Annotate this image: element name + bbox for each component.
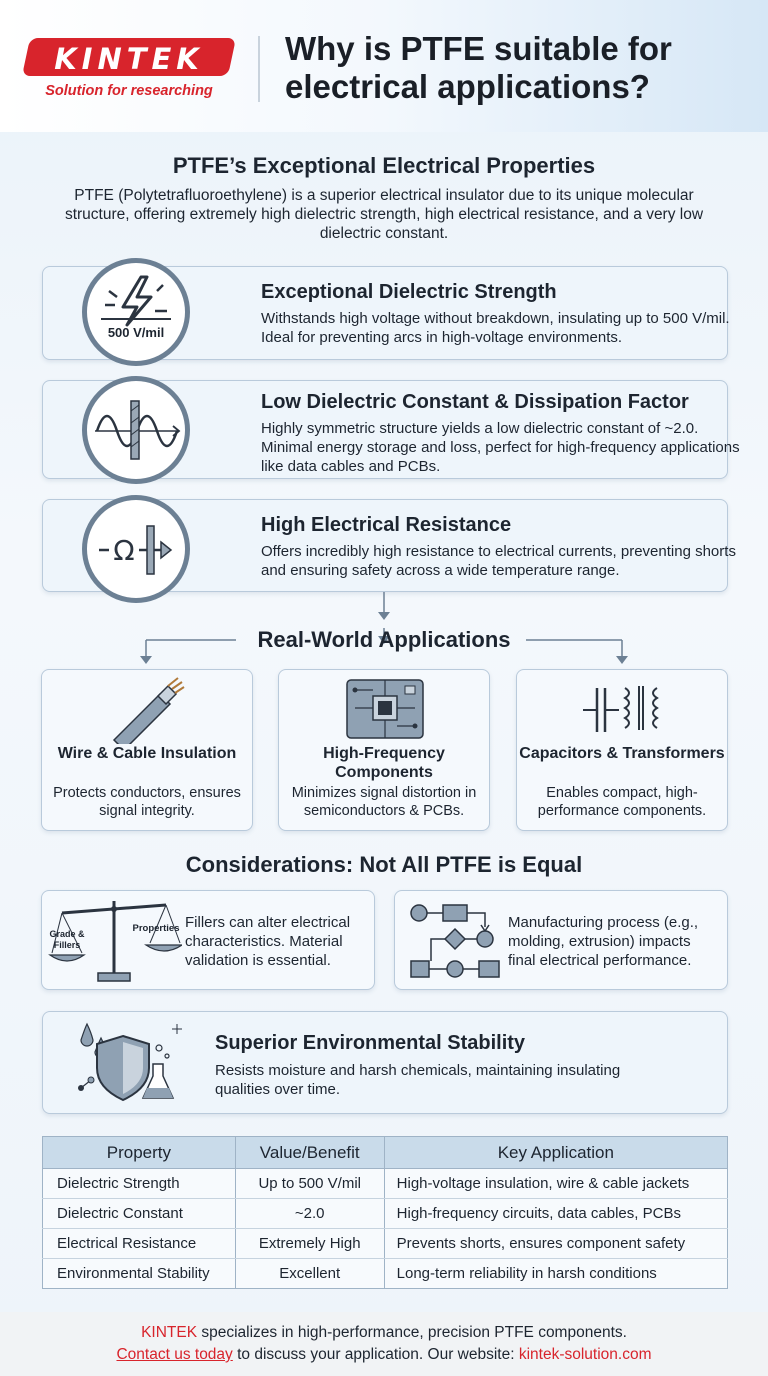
capacitor-transformer-icon [581,680,665,740]
property-desc: Withstands high voltage without breakdown, insulating up to 500 V/mil. Ideal for preventing arcs in high-voltage environments. [261,310,730,346]
table-cell: High-voltage insulation, wire & cable jackets [384,1169,727,1199]
scale-label-left: Grade & Fillers [49,929,85,950]
property-desc: Highly symmetric structure yields a low dielectric constant of ~2.0. Minimal energy storage and loss, perfect for high-frequency applications like data cables and PCBs. [261,420,740,475]
table-header-row [43,1137,728,1169]
app-desc: Protects conductors, ensures signal integrity. [53,785,241,819]
app-card-wire-cable [41,669,253,831]
intro-text: PTFE (Polytetrafluoroethylene) is a superior electrical insulator due to its unique molecular structure, offering extremely high dielectric strength, high electrical resistance, and a very low dielectric constant. [64,187,704,242]
table-header-property: Property [43,1137,236,1169]
table-cell: Electrical Resistance [43,1229,236,1259]
table-cell: ~2.0 [235,1199,384,1229]
website-link[interactable]: kintek-solution.com [518,1346,652,1363]
footer-text: to discuss your application. Our website: [232,1346,519,1363]
app-desc: Minimizes signal distortion in semiconductors & PCBs. [291,785,477,819]
flowchart-icon [409,899,505,983]
kintek-logo[interactable] [22,38,236,102]
stability-desc: Resists moisture and harsh chemicals, maintaining insulating qualities over time. [215,1062,621,1098]
sine-wave-icon [82,376,190,484]
property-title: Exceptional Dielectric Strength [261,281,557,303]
table-cell: Up to 500 V/mil [235,1169,384,1199]
table-row [43,1169,728,1199]
balance-scale-icon [46,893,182,987]
page-title: Why is PTFE suitable for electrical applications? [285,30,672,105]
table-cell: Prevents shorts, ensures component safety [384,1229,727,1259]
stability-title: Superior Environmental Stability [215,1032,526,1054]
ohm-symbol: Ω [113,534,135,567]
lightning-bolt-icon [82,258,190,366]
ohm-icon [82,495,190,603]
header-divider [258,36,260,102]
app-title: Capacitors & Transformers [519,745,725,762]
table-cell: Dielectric Strength [43,1169,236,1199]
table-cell: Excellent [235,1259,384,1289]
table-header-value: Value/Benefit [235,1137,384,1169]
table-row [43,1199,728,1229]
scale-label-right: Properties [132,923,180,934]
footer-line-1 [0,1324,768,1342]
table-header-application: Key Application [384,1137,727,1169]
footer-text: specializes in high-performance, precision PTFE components. [197,1324,627,1341]
property-desc: Offers incredibly high resistance to electrical currents, preventing shorts and ensuring safety across a wide temperature range. [261,543,736,579]
table-row [43,1229,728,1259]
table-cell: Long-term reliability in harsh conditions [396,1265,657,1282]
properties-table [42,1136,728,1289]
consideration-text: Manufacturing process (e.g., molding, extrusion) impacts final electrical performance. [508,914,699,969]
table-cell: Dielectric Constant [43,1199,236,1229]
app-desc: Enables compact, high-performance components. [537,785,707,819]
property-title: High Electrical Resistance [261,514,512,536]
table-cell: Extremely High [235,1229,384,1259]
table-cell: Environmental Stability [43,1259,236,1289]
footer [0,1312,768,1376]
app-title: Wire & Cable Insulation [57,745,237,762]
property-title: Low Dielectric Constant & Dissipation Factor [261,391,689,413]
intro-title: PTFE’s Exceptional Electrical Properties [172,153,596,178]
header [0,0,768,132]
shield-chemicals-icon [73,1018,183,1108]
consideration-text: Fillers can alter electrical characteristics. Material validation is essential. [185,914,351,969]
applications-title: Real-World Applications [257,627,511,652]
icon-label-voltage: 500 V/mil [107,325,165,340]
footer-brand: KINTEK [141,1324,198,1341]
table-cell: High-frequency circuits, data cables, PCBs [384,1199,727,1229]
app-card-capacitors [516,669,728,831]
cable-icon [108,674,188,744]
circuit-board-icon [345,678,425,740]
consideration-card-manufacturing [394,890,728,990]
footer-line-2 [0,1346,768,1364]
consideration-card-fillers [41,890,375,990]
logo-tagline: Solution for researching [45,83,213,99]
contact-link[interactable]: Contact us today [116,1346,233,1363]
table-row [43,1259,728,1289]
considerations-title: Considerations: Not All PTFE is Equal [185,852,583,877]
app-card-high-frequency [278,669,490,831]
logo-text: KINTEK [54,42,204,76]
stability-card [42,1011,728,1114]
app-title: High-Frequency Components [323,745,445,781]
